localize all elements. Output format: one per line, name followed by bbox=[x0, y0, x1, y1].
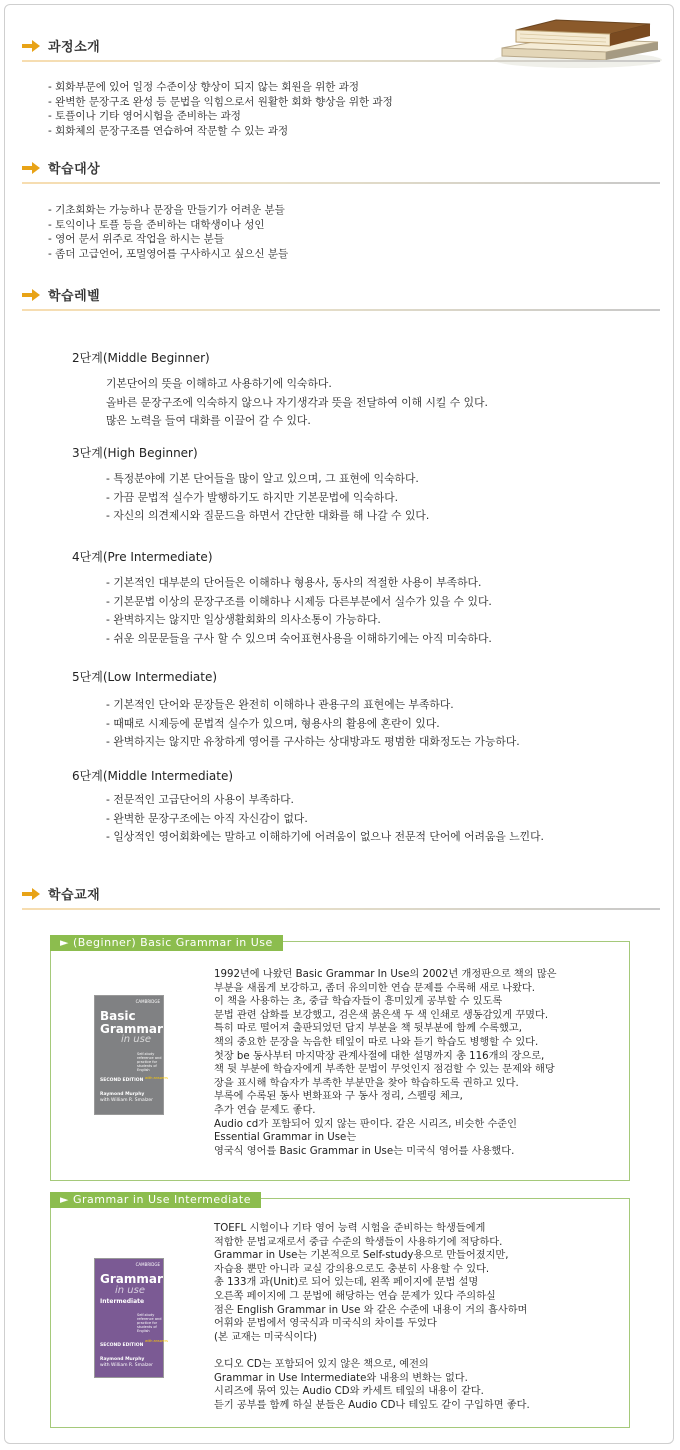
text-line: 시리즈에 묶여 있는 Audio CD와 카세트 테잎의 내용이 같다. bbox=[214, 1386, 484, 1398]
text-line: (본 교재는 미국식이다) bbox=[214, 1331, 317, 1343]
section-header-books bbox=[22, 884, 660, 910]
cover-coauthor: with William R. Smalzer bbox=[100, 1098, 153, 1103]
list-item: - 회화부문에 있어 일정 수준이상 향상이 되지 않는 회원을 위한 과정 bbox=[48, 81, 360, 93]
list-item: - 기본적인 대부분의 단어들은 이해하나 형용사, 동사의 적절한 사용이 부족하다. bbox=[106, 576, 482, 589]
text-line: 어휘와 문법에서 영국식과 미국식의 차이를 두었다 bbox=[214, 1318, 437, 1330]
text-line: 1992년에 나왔던 Basic Grammar In Use의 2002년 개정판으로 책의 많은 bbox=[214, 969, 557, 980]
list-item: - 완벽하지는 않지만 일상생활회화의 의사소통이 가능하다. bbox=[106, 613, 381, 626]
list-item: - 기초회화는 가능하나 문장을 만들기가 어려운 분들 bbox=[48, 204, 285, 216]
book-tab-title: ► Grammar in Use Intermediate bbox=[50, 1192, 261, 1208]
list-item: - 자신의 의견제시와 질문드을 하면서 간단한 대화를 해 나갈 수 있다. bbox=[106, 509, 430, 522]
level-title: 2단계(Middle Beginner) bbox=[72, 351, 210, 365]
arrow-icon bbox=[22, 888, 40, 900]
cover-publisher: CAMBRIDGE bbox=[135, 1262, 160, 1267]
cover-badge: with answers bbox=[145, 1339, 169, 1343]
section-divider bbox=[22, 309, 660, 311]
list-item: - 쉬운 의문문들을 구사 할 수 있으며 숙어표현사용을 이해하기에는 아직 미숙하다. bbox=[106, 631, 492, 645]
level-description bbox=[106, 375, 488, 431]
text-line: 듣기 공부를 함께 하실 분들은 Audio CD나 테잎도 같이 구입하면 좋다. bbox=[214, 1399, 530, 1411]
list-item: 올바른 문장구조에 익숙하지 않으나 자기생각과 뜻을 전달하여 이해 시킬 수 있다. bbox=[106, 395, 488, 409]
cover-edition: SECOND EDITION bbox=[100, 1078, 144, 1083]
book-cover-image bbox=[94, 1258, 169, 1378]
text-line: Essential Grammar in Use는 bbox=[214, 1132, 357, 1144]
section-divider bbox=[22, 60, 660, 62]
text-line: 자습용 뿐만 아니라 교실 강의용으로도 충분히 사용할 수 있다. bbox=[214, 1263, 490, 1275]
text-line: 오른쪽 페이지에 그 문법에 해당하는 연습 문제가 있다 주의하실 bbox=[214, 1290, 496, 1302]
text-line: Audio cd가 포함되어 있지 않는 판이다. 같은 시리즈, 비슷한 수준인 bbox=[214, 1118, 517, 1130]
book-cover-image bbox=[94, 995, 169, 1115]
section-divider bbox=[22, 908, 660, 910]
list-item: - 영어 문서 위주로 작업을 하시는 분들 bbox=[48, 233, 224, 245]
list-item: - 토플이나 기타 영어시험을 준비하는 과정 bbox=[48, 110, 241, 122]
section-header-intro bbox=[22, 36, 660, 62]
section-title: 학습대상 bbox=[48, 162, 101, 177]
cover-blurb: Self-study reference and practice for students of English bbox=[137, 1052, 162, 1072]
level-description bbox=[106, 470, 429, 526]
list-item: - 일상적인 영어회화에는 말하고 이해하기에 어려움이 없으나 전문적 단어에 어려움을 느낀다. bbox=[106, 830, 544, 843]
list-item: - 완벽한 문장구조에는 아직 자신감이 없다. bbox=[106, 811, 308, 825]
cover-title-line: Grammar bbox=[100, 1272, 163, 1286]
list-item: 많은 노력을 들여 대화를 이끌어 갈 수 있다. bbox=[106, 414, 311, 427]
cover-coauthor: with William R. Smalzer bbox=[100, 1363, 153, 1368]
level-description bbox=[106, 791, 544, 847]
cover-edition: SECOND EDITION bbox=[100, 1343, 144, 1348]
cover-cursive: Intermediate bbox=[100, 1298, 145, 1305]
level-description bbox=[106, 696, 520, 752]
text-line: 총 133개 과(Unit)로 되어 있는데, 왼쪽 페이지에 문법 설명 bbox=[214, 1277, 479, 1289]
book-description bbox=[214, 968, 557, 1158]
target-list bbox=[48, 203, 288, 261]
text-line bbox=[214, 1344, 530, 1358]
intro-list bbox=[48, 80, 393, 138]
level-description bbox=[106, 574, 492, 648]
list-item: - 좀더 고급언어, 포멀영어를 구사하시고 싶으신 분들 bbox=[48, 247, 289, 260]
section-header-level bbox=[22, 285, 660, 311]
list-item: 기본단어의 뜻을 이해하고 사용하기에 익숙하다. bbox=[106, 377, 332, 390]
cover-cursive: in use bbox=[121, 1034, 151, 1045]
list-item: - 때때로 시제등에 문법적 실수가 있으며, 형용사의 활용에 혼란이 있다. bbox=[106, 716, 440, 730]
book-tab-title: ► (Beginner) Basic Grammar in Use bbox=[50, 935, 283, 951]
text-line: 오디오 CD는 포함되어 있지 않은 책으로, 예전의 bbox=[214, 1358, 429, 1370]
text-line: TOEFL 시험이나 기타 영어 능력 시험을 준비하는 학생들에게 bbox=[214, 1223, 486, 1234]
cover-blurb: Self-study reference and practice for students of English bbox=[137, 1313, 162, 1333]
level-title: 6단계(Middle Intermediate) bbox=[72, 769, 234, 783]
text-line: 책의 중요한 문장을 녹음한 테잎이 따로 나와 듣기 학습도 병행할 수 있다. bbox=[214, 1036, 539, 1048]
section-title: 과정소개 bbox=[48, 40, 101, 55]
cover-author: Raymond Murphy bbox=[100, 1092, 145, 1097]
list-item: - 완벽한 문장구조 완성 등 문법을 익힘으로서 원활한 회화 향상을 위한 과정 bbox=[48, 95, 393, 108]
text-line: Grammar in Use Intermediate와 내용의 변화는 없다. bbox=[214, 1372, 468, 1384]
text-line: 이 책을 사용하는 초, 중급 학습자들이 흥미있게 공부할 수 있도록 bbox=[214, 996, 503, 1008]
text-line: 점은 English Grammar in Use 와 같은 수준에 내용이 거의 흡사하며 bbox=[214, 1304, 528, 1316]
cover-title-line: in use bbox=[115, 1285, 145, 1296]
section-header-target bbox=[22, 158, 660, 184]
arrow-icon bbox=[22, 289, 40, 301]
cover-title-line: Basic bbox=[100, 1009, 136, 1023]
level-title: 5단계(Low Intermediate) bbox=[72, 670, 218, 684]
list-item: - 회화체의 문장구조를 연습하여 작문할 수 있는 과정 bbox=[48, 124, 289, 137]
list-item: - 기본적인 단어와 문장들은 완전히 이해하나 관용구의 표현에는 부족하다. bbox=[106, 698, 454, 711]
list-item: - 완벽하지는 않지만 유창하게 영어를 구사하는 상대방과도 평범한 대화정도는 가능하다. bbox=[106, 735, 520, 748]
level-title: 3단계(High Beginner) bbox=[72, 446, 198, 460]
book-description bbox=[214, 1222, 530, 1412]
level-title: 4단계(Pre Intermediate) bbox=[72, 550, 213, 564]
text-line: 특히 따로 떨어져 출판되었던 답지 부분을 책 뒷부분에 함께 수록했고, bbox=[214, 1023, 522, 1035]
text-line: 적합한 문법교재로서 중급 수준의 학생들이 사용하기에 적당하다. bbox=[214, 1236, 503, 1248]
section-title: 학습교재 bbox=[48, 888, 101, 903]
list-item: - 토익이나 토플 등을 준비하는 대학생이나 성인 bbox=[48, 218, 265, 231]
text-line: 첫장 be 동사부터 마지막장 관계사절에 대한 설명까지 총 116개의 장으로, bbox=[214, 1050, 545, 1062]
list-item: - 가끔 문법적 실수가 발행하기도 하지만 기본문법에 익숙하다. bbox=[106, 490, 399, 504]
section-title: 학습레벨 bbox=[48, 289, 101, 304]
list-item: - 전문적인 고급단어의 사용이 부족하다. bbox=[106, 793, 294, 806]
text-line: Grammar in Use는 기본적으로 Self-study용으로 만들어졌지만, bbox=[214, 1250, 509, 1262]
list-item: - 기본문법 이상의 문장구조를 이해하나 시제등 다른부분에서 실수가 있을 수 있다. bbox=[106, 594, 492, 608]
arrow-icon bbox=[22, 40, 40, 52]
text-line: 장을 표시해 학습자가 부족한 부분만을 찾아 학습하도록 권하고 있다. bbox=[214, 1077, 519, 1089]
text-line: 부분을 새롭게 보강하고, 좀더 유의미한 연습 문제를 수록해 새로 나왔다. bbox=[214, 982, 536, 994]
text-line: 추가 연습 문제도 좋다. bbox=[214, 1104, 316, 1116]
cover-author: Raymond Murphy bbox=[100, 1357, 145, 1362]
arrow-icon bbox=[22, 162, 40, 174]
text-line: 영국식 영어를 Basic Grammar in Use는 미국식 영어를 사용했다. bbox=[214, 1145, 515, 1157]
cover-title-line: Grammar bbox=[100, 1022, 163, 1036]
cover-publisher: CAMBRIDGE bbox=[135, 999, 160, 1004]
section-divider bbox=[22, 182, 660, 184]
list-item: - 특정분야에 기본 단어들을 많이 알고 있으며, 그 표현에 익숙하다. bbox=[106, 472, 419, 485]
text-line: 문법 관련 삽화를 보강했고, 검은색 붉은색 두 색 인쇄로 생동감있게 꾸몄다. bbox=[214, 1009, 549, 1021]
text-line: 부록에 수록된 동사 변화표와 구 동사 정리, 스펠링 체크, bbox=[214, 1091, 463, 1103]
text-line: 책 뒷 부분에 학습자에게 부족한 문법이 무엇인지 점검할 수 있는 문제와 해당 bbox=[214, 1064, 555, 1076]
cover-badge: with answers bbox=[145, 1076, 169, 1080]
